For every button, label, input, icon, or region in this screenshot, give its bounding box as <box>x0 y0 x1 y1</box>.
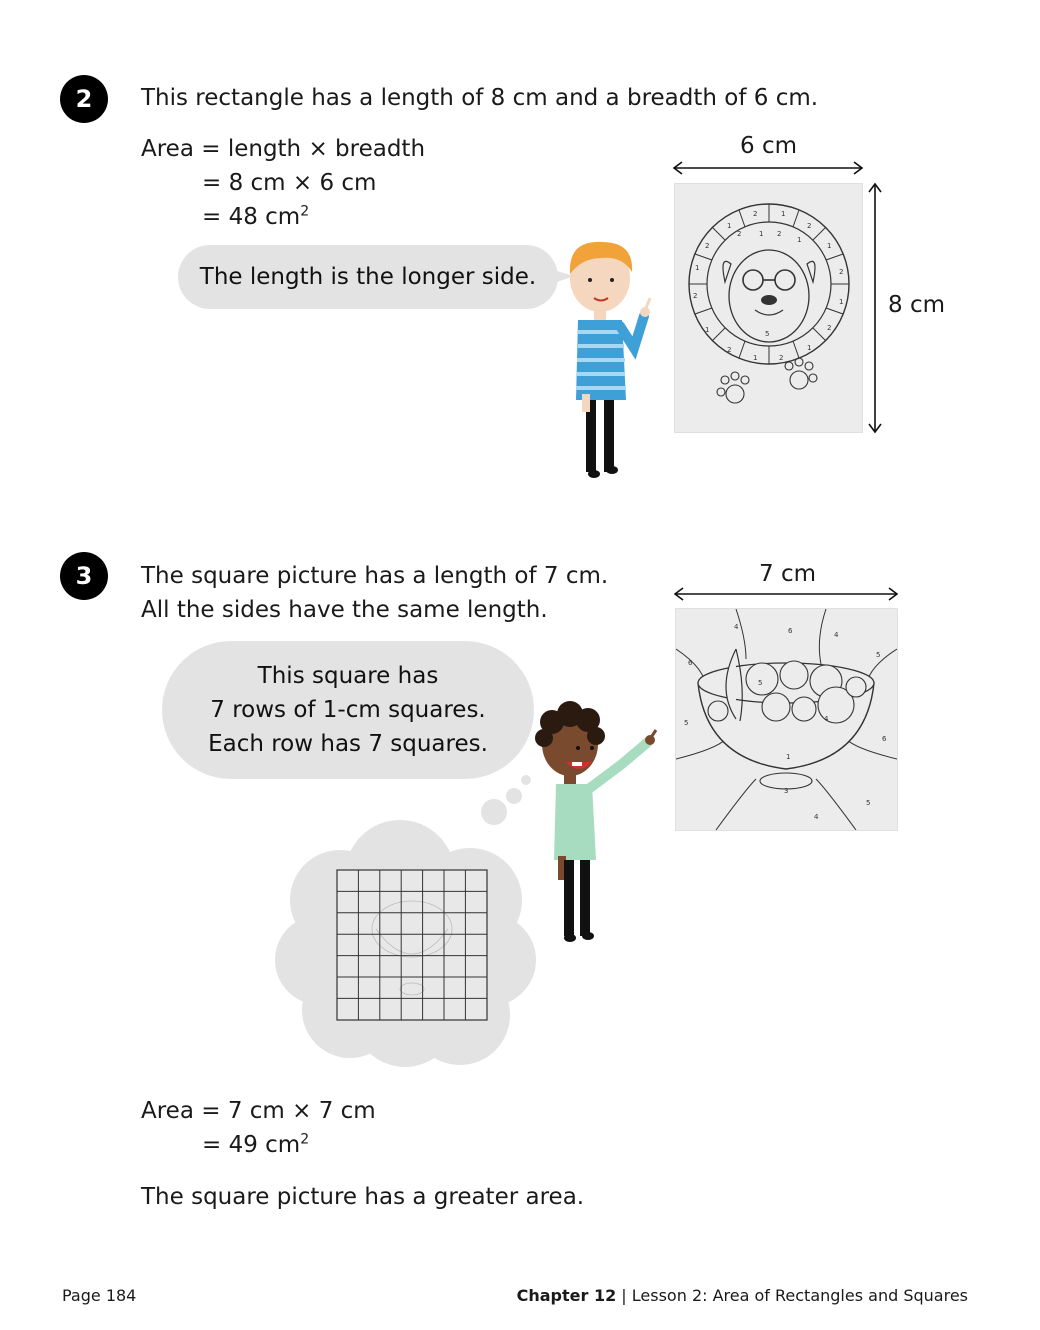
speech-bubble-line-3: Each row has 7 squares. <box>208 731 488 757</box>
area-substitution-line: Area = 7 cm × 7 cm <box>141 1098 376 1124</box>
speech-bubble <box>162 641 534 779</box>
svg-text:1: 1 <box>807 344 812 352</box>
question-number-badge <box>60 552 108 600</box>
svg-text:1: 1 <box>727 222 732 230</box>
area-result-exponent: 2 <box>300 203 310 220</box>
svg-text:4: 4 <box>824 715 829 723</box>
svg-text:1: 1 <box>753 354 758 362</box>
boy-character-illustration <box>556 236 666 486</box>
svg-text:2: 2 <box>807 222 812 230</box>
svg-text:4: 4 <box>734 623 739 631</box>
conclusion-text: The square picture has a greater area. <box>141 1184 585 1210</box>
question-number: 2 <box>75 85 93 113</box>
area-result-line <box>202 200 309 234</box>
lesson-label: Lesson 2: Area of Rectangles and Squares <box>631 1286 968 1305</box>
area-formula-line: Area = length × breadth <box>141 136 426 162</box>
svg-text:5: 5 <box>866 799 871 807</box>
svg-text:4: 4 <box>834 631 839 639</box>
page-number: Page 184 <box>62 1286 137 1305</box>
question-intro-line-2: All the sides have the same length. <box>141 597 548 623</box>
width-dimension-arrow <box>672 160 864 176</box>
area-result-exponent: 2 <box>300 1131 310 1148</box>
width-dimension-label: 7 cm <box>759 561 816 587</box>
svg-text:1: 1 <box>797 236 802 244</box>
svg-text:3: 3 <box>784 787 789 795</box>
svg-text:2: 2 <box>705 242 710 250</box>
chapter-label: Chapter 12 <box>516 1286 617 1305</box>
chapter-lesson-label <box>517 1286 968 1305</box>
svg-text:5: 5 <box>684 719 689 727</box>
svg-text:2: 2 <box>777 230 782 238</box>
svg-text:2: 2 <box>753 210 758 218</box>
svg-text:2: 2 <box>693 292 698 300</box>
svg-text:2: 2 <box>839 268 844 276</box>
svg-text:5: 5 <box>765 330 770 338</box>
rectangle-picture <box>674 183 863 433</box>
question-intro-line-1: The square picture has a length of 7 cm. <box>141 563 609 589</box>
svg-text:2: 2 <box>827 324 832 332</box>
question-intro: This rectangle has a length of 8 cm and a breadth of 6 cm. <box>141 85 819 111</box>
area-substitution-line: = 8 cm × 6 cm <box>202 170 377 196</box>
svg-text:2: 2 <box>779 354 784 362</box>
svg-text:1: 1 <box>759 230 764 238</box>
area-result-value: = 48 cm <box>202 204 301 230</box>
svg-text:6: 6 <box>788 627 793 635</box>
area-result-value: = 49 cm <box>202 1132 301 1158</box>
question-number-badge <box>60 75 108 123</box>
svg-text:2: 2 <box>737 230 742 238</box>
fruit-bowl-illustration <box>676 609 897 830</box>
svg-text:2: 2 <box>727 346 732 354</box>
svg-text:6: 6 <box>688 659 693 667</box>
dog-mandala-illustration <box>675 184 862 432</box>
svg-text:1: 1 <box>705 326 710 334</box>
svg-text:1: 1 <box>781 210 786 218</box>
svg-text:6: 6 <box>882 735 887 743</box>
speech-bubble <box>178 245 558 309</box>
girl-character-illustration <box>530 700 660 950</box>
svg-text:1: 1 <box>786 753 791 761</box>
width-dimension-label: 6 cm <box>740 133 797 159</box>
svg-text:1: 1 <box>695 264 700 272</box>
footer-separator: | <box>621 1286 627 1305</box>
square-picture <box>675 608 898 831</box>
svg-text:1: 1 <box>827 242 832 250</box>
height-dimension-arrow <box>866 182 884 434</box>
question-number: 3 <box>75 562 93 590</box>
speech-bubble-line-1: This square has <box>257 663 439 689</box>
area-result-line <box>202 1128 309 1162</box>
svg-text:4: 4 <box>814 813 819 821</box>
svg-text:1: 1 <box>839 298 844 306</box>
speech-bubble-line-2: 7 rows of 1-cm squares. <box>210 697 486 723</box>
width-dimension-arrow <box>673 586 899 602</box>
grid-of-1cm-squares <box>336 869 488 1021</box>
height-dimension-label: 8 cm <box>888 292 945 318</box>
speech-bubble-text: The length is the longer side. <box>199 264 537 290</box>
svg-text:5: 5 <box>876 651 881 659</box>
svg-text:5: 5 <box>758 679 763 687</box>
